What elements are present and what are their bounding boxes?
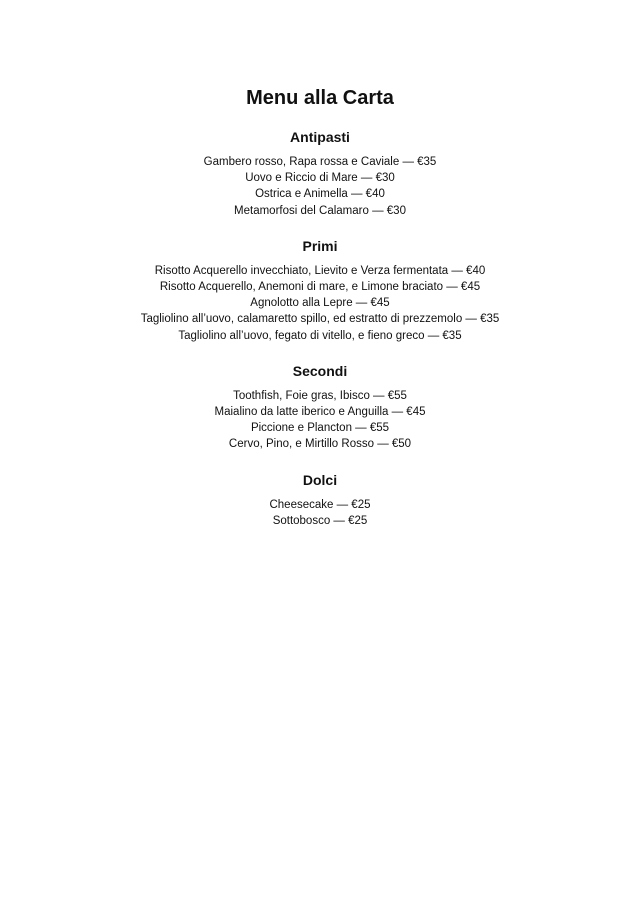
menu-item: Uovo e Riccio di Mare — €30 — [245, 172, 395, 185]
menu-item: Risotto Acquerello invecchiato, Lievito e Verza fermentata — €40 — [154, 264, 486, 277]
section-heading-primi: Primi — [302, 237, 338, 254]
menu-item: Sottobosco — €25 — [272, 514, 368, 527]
page-title: Menu alla Carta — [246, 87, 394, 109]
section-secondi — [0, 362, 640, 453]
menu-item: Agnolotto alla Lepre — €45 — [250, 297, 390, 310]
menu-items-primi — [0, 263, 640, 344]
section-antipasti — [0, 128, 640, 219]
section-heading-dolci: Dolci — [302, 471, 338, 488]
menu-item: Tagliolino all’uovo, fegato di vitello, e fieno greco — €35 — [178, 329, 462, 342]
menu-item: Toothfish, Foie gras, Ibisco — €55 — [233, 389, 407, 402]
menu-items-dolci — [0, 497, 640, 529]
section-heading-secondi: Secondi — [292, 362, 348, 379]
menu-items-antipasti — [0, 154, 640, 219]
menu-item: Piccione e Plancton — €55 — [250, 422, 390, 435]
section-dolci — [0, 471, 640, 529]
menu-item: Ostrica e Animella — €40 — [255, 188, 385, 201]
menu-item: Metamorfosi del Calamaro — €30 — [234, 204, 406, 217]
menu-item: Gambero rosso, Rapa rossa e Caviale — €35 — [203, 156, 437, 168]
section-primi — [0, 237, 640, 344]
menu-items-secondi — [0, 388, 640, 453]
menu-item: Tagliolino all’uovo, calamaretto spillo, ed estratto di prezzemolo — €35 — [140, 313, 500, 326]
menu-item: Cervo, Pino, e Mirtillo Rosso — €50 — [228, 438, 412, 451]
menu-item: Risotto Acquerello, Anemoni di mare, e Limone braciato — €45 — [159, 281, 481, 294]
menu-item: Maialino da latte iberico e Anguilla — €45 — [214, 406, 426, 419]
menu-item: Cheesecake — €25 — [269, 498, 371, 511]
section-heading-antipasti: Antipasti — [290, 129, 350, 145]
